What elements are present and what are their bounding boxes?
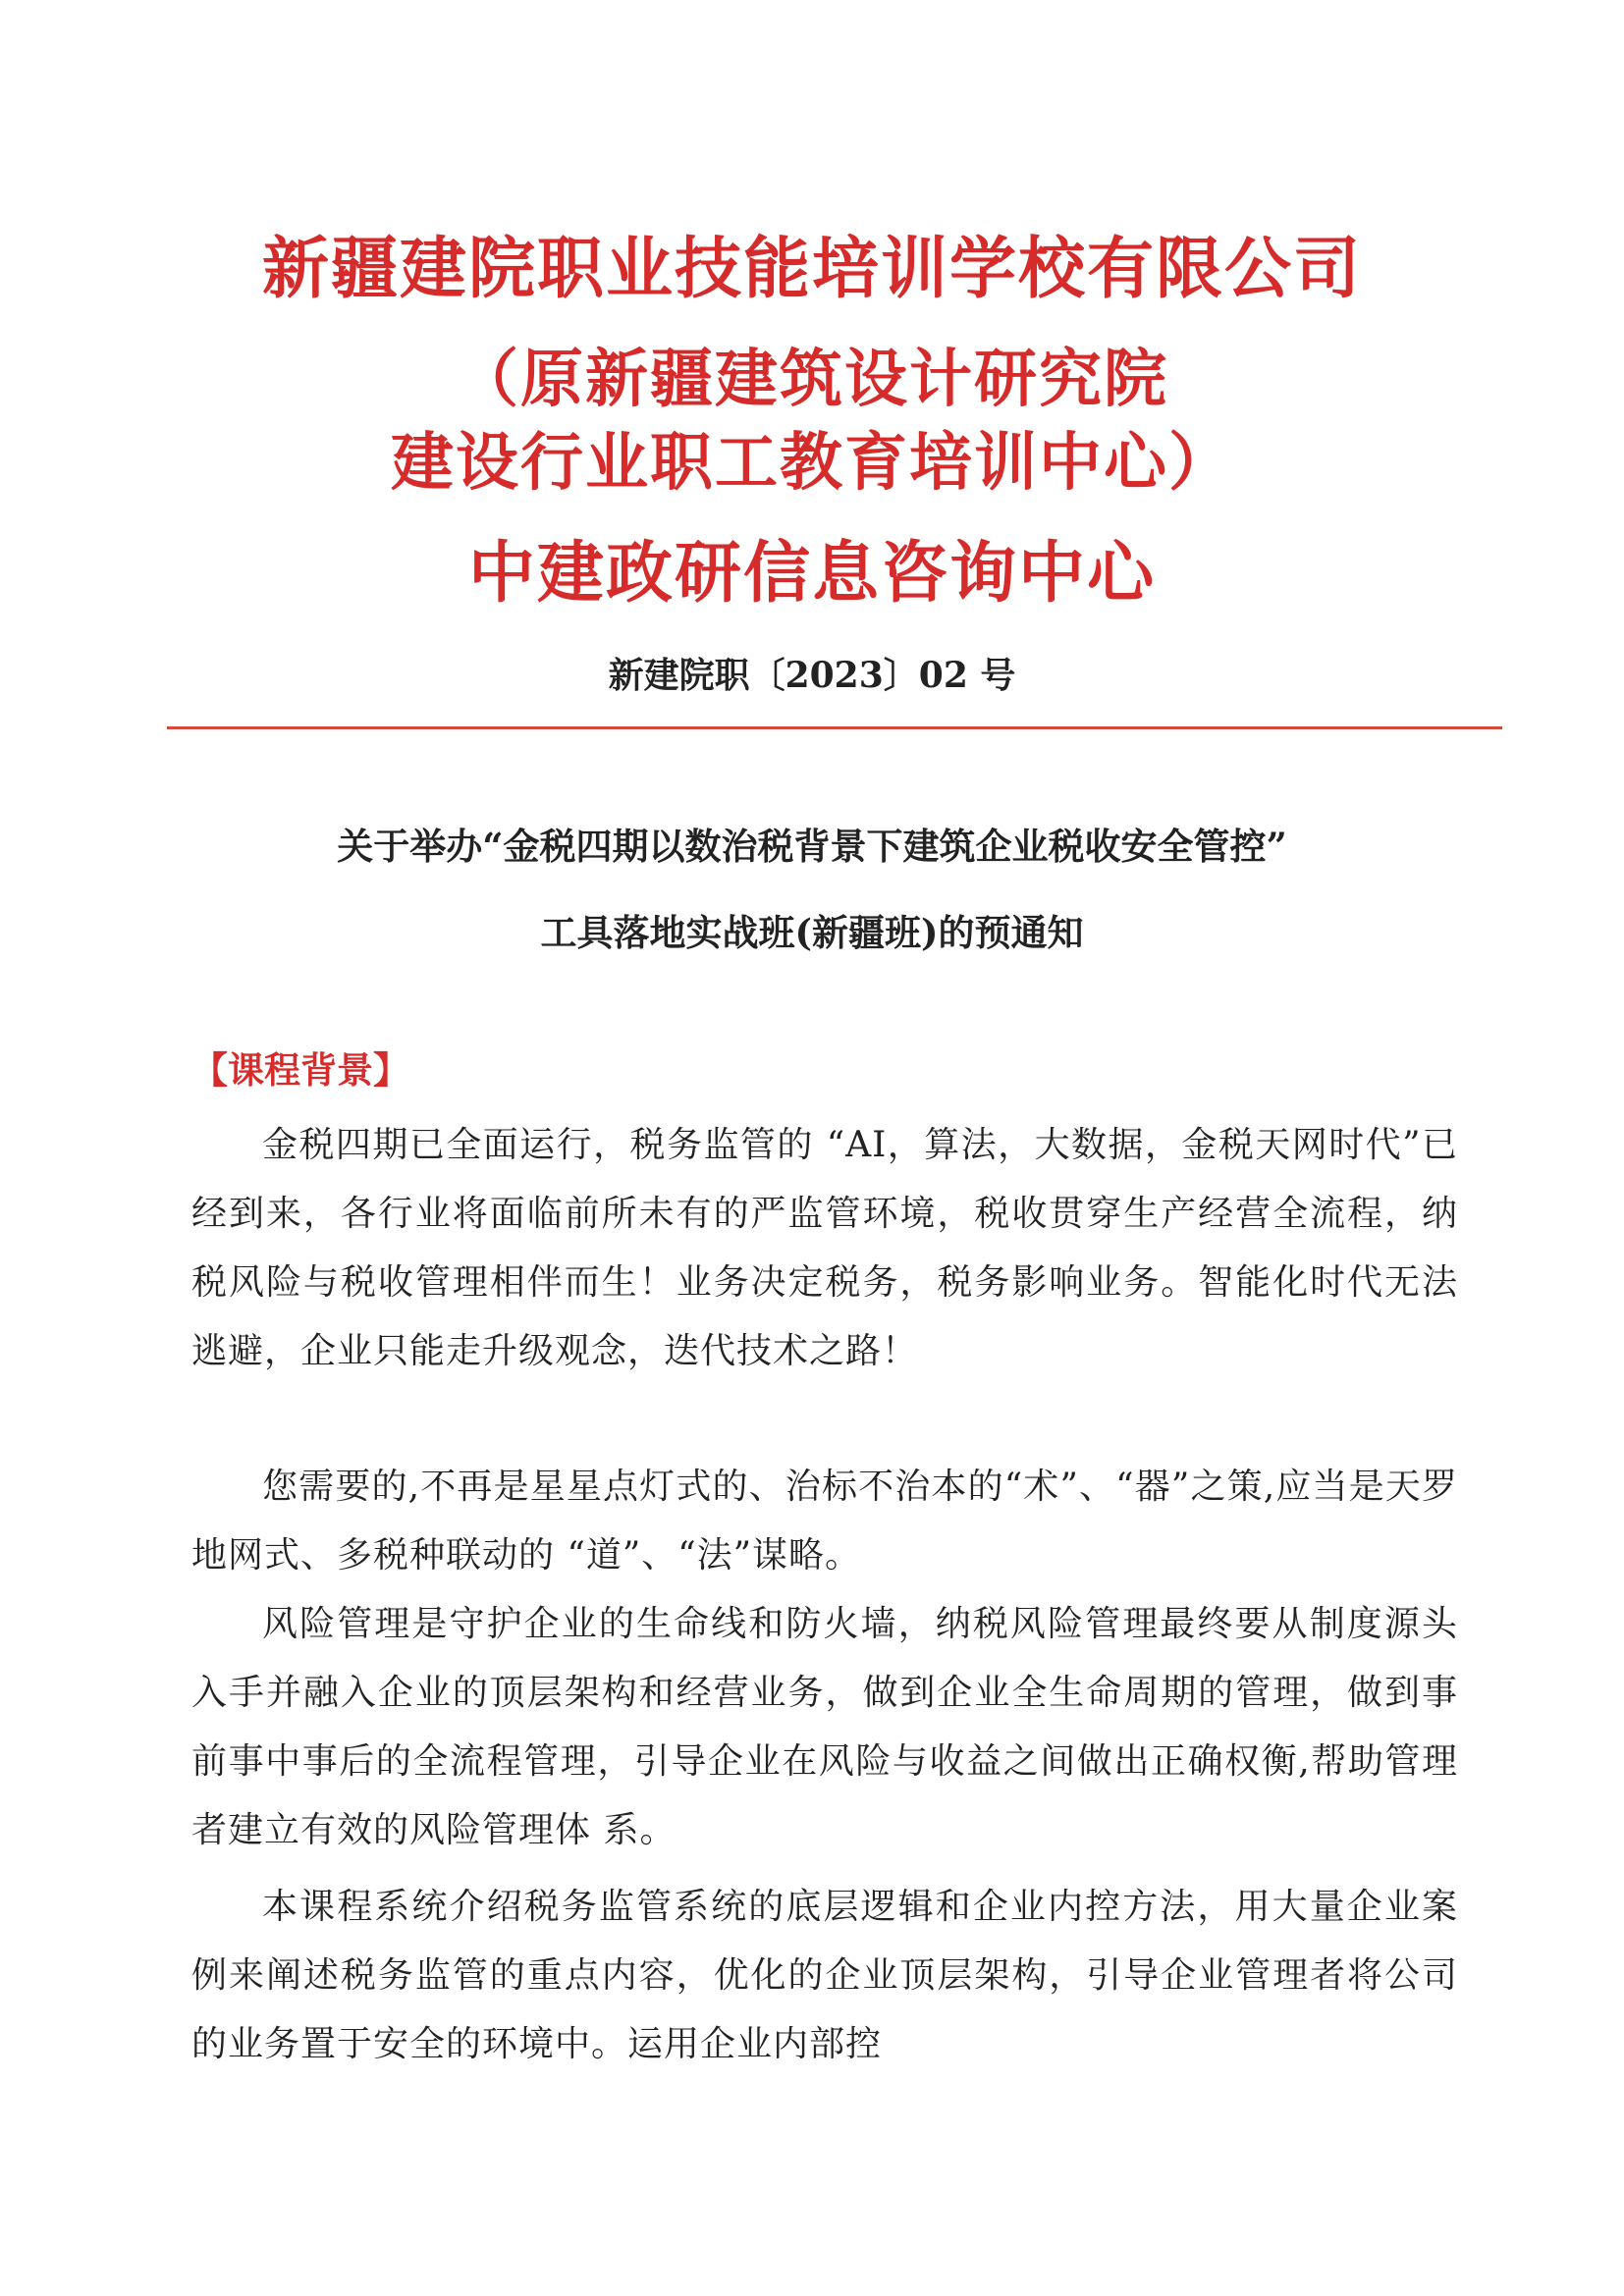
letterhead-former-name-line2: 建设行业职工教育培训中心） xyxy=(391,427,1233,500)
body-paragraph: 您需要的,不再是星星点灯式的、治标不治本的“术”、“器”之策,应当是天罗地网式、多税种联动的 “道”、“法”谋略。 xyxy=(191,1467,1458,1575)
notice-title-line2: 工具落地实战班(新疆班)的预通知 xyxy=(540,911,1084,954)
document-number: 新建院职〔2023〕02 号 xyxy=(608,655,1016,696)
body-paragraph: 本课程系统介绍税务监管系统的底层逻辑和企业内控方法，用大量企业案例来阐述税务监管的重点内容，优化的企业顶层架构，引导企业管理者将公司的业务置于安全的环境中。运用企业内部控 xyxy=(191,1887,1458,2064)
letterhead-company-name: 新疆建院职业技能培训学校有限公司 xyxy=(261,231,1362,308)
letterhead-divider xyxy=(167,726,1502,729)
letterhead-co-issuer: 中建政研信息咨询中心 xyxy=(467,535,1156,613)
body-paragraph: 风险管理是守护企业的生命线和防火墙，纳税风险管理最终要从制度源头入手并融入企业的顶层架构和经营业务，做到企业全生命周期的管理，做到事前事中事后的全流程管理，引导企业在风险与收益之间做出正确权衡,帮助管理者建立有效的风险管理体 系。 xyxy=(191,1604,1458,1850)
section-heading-background: 【课程背景】 xyxy=(191,1049,409,1092)
notice-title-line1: 关于举办“金税四期以数治税背景下建筑企业税收安全管控” xyxy=(337,825,1287,868)
body-paragraph: 金税四期已全面运行，税务监管的 “AI，算法，大数据，金税天网时代”已经到来，各行业将面临前所未有的严监管环境，税收贯穿生产经营全流程，纳税风险与税收管理相伴而生！业务决定税务，税务影响业务。智能化时代无法逃避，企业只能走升级观念，迭代技术之路！ xyxy=(191,1125,1458,1371)
letterhead-former-name-line1: （原新疆建筑设计研究院 xyxy=(456,344,1168,416)
